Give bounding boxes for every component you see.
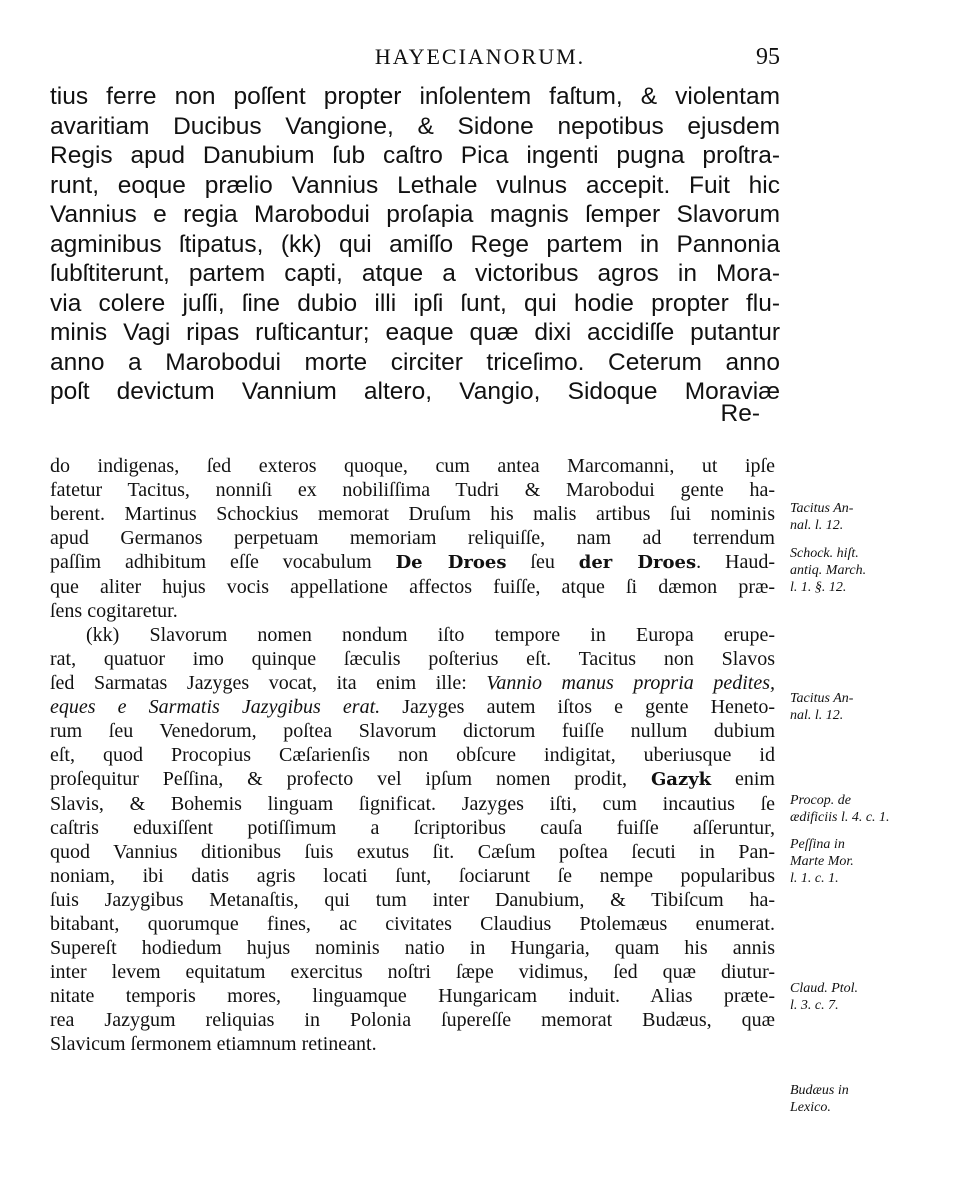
margin-note-line: Lexico.: [790, 1100, 831, 1115]
main-text-line: minis Vagi ripas ruſticantur; eaque quæ dixi accidiſſe putantur: [50, 319, 780, 346]
margin-note: [790, 792, 950, 826]
margin-note-line: Tacitus An-: [790, 501, 854, 516]
margin-note-line: Claud. Ptol.: [790, 981, 859, 996]
page-number: 95: [756, 44, 780, 70]
note-text: . Haud-: [696, 551, 776, 573]
note-line: Slavis, & Bohemis linguam ſignificat. Jazyges iſti, cum incautius ſe: [50, 793, 775, 815]
margin-note: [790, 500, 950, 534]
main-text-line: tius ferre non poſſent propter inſolentem faſtum, & violentam: [50, 83, 780, 110]
note-line: fatetur Tacitus, nonniſi ex nobiliſſima Tudri & Marobodui gente ha-: [50, 479, 775, 501]
note-text: paſſim adhibitum eſſe vocabulum: [50, 551, 372, 573]
note-line: berent. Martinus Schockius memorat Druſum his malis artibus ſui nominis: [50, 503, 775, 525]
page-header: [0, 44, 960, 76]
note-line: ſens cogitaretur.: [50, 600, 178, 622]
main-text-line: poſt devictum Vannium altero, Vangio, Sidoque Moraviæ: [50, 378, 780, 405]
main-text-line: runt, eoque prælio Vannius Lethale vulnus accepit. Fuit hic: [50, 171, 780, 199]
margin-note: [790, 690, 950, 724]
main-text-block: [50, 82, 780, 407]
footnotes-block: [50, 454, 775, 1056]
margin-note: [790, 1082, 950, 1116]
margin-note-line: Budæus in: [790, 1083, 849, 1098]
catchword: Re-: [720, 400, 760, 427]
note-line: [50, 671, 775, 695]
note-text: ſed Sarmatas Jazyges vocat, ita enim ille:: [50, 672, 487, 694]
running-title: HAYECIANORUM.: [374, 44, 586, 69]
margin-note-line: Procop. de: [790, 793, 851, 808]
margin-note-line: nal. l. 12.: [790, 708, 844, 723]
note-line: rum ſeu Venedorum, poſtea Slavorum dictorum fuiſſe nullum dubium: [50, 720, 775, 742]
note-line: bitabant, quorumque fines, ac civitates Claudius Ptolemæus enumerat.: [50, 913, 775, 935]
main-text-line: ſubſtiterunt, partem capti, atque a victoribus agros in Mora-: [50, 260, 780, 287]
margin-note: [790, 545, 950, 596]
note-text: Jazyges autem iſtos e gente Heneto-: [380, 696, 775, 718]
note-line: inter levem equitatum exercitus noſtri ſæpe vidimus, ſed quæ diutur-: [50, 961, 775, 983]
margin-note-line: antiq. March.: [790, 563, 867, 578]
main-text-line: anno a Marobodui morte circiter triceſimo. Ceterum anno: [50, 348, 780, 376]
italic-quote: Vannio manus propria pedites,: [486, 672, 775, 694]
margin-note: [790, 836, 950, 887]
note-line: do indigenas, ſed exteros quoque, cum antea Marcomanni, ut ipſe: [50, 455, 775, 477]
note-text: enim: [711, 768, 775, 790]
margin-note-line: l. 1. c. 1.: [790, 871, 839, 886]
main-text-line: avaritiam Ducibus Vangione, & Sidone nepotibus ejusdem: [50, 112, 780, 140]
main-text-line: via colere juſſi, ſine dubio illi ipſi ſunt, qui hodie propter flu-: [50, 289, 780, 317]
main-text-line: Vannius e regia Marobodui proſapia magnis ſemper Slavorum: [50, 201, 780, 228]
note-line: quod Vannius ditionibus ſuis exutus ſit. Cæſum poſtea ſecuti in Pan-: [50, 841, 775, 863]
note-line: Supereſt hodiedum hujus nominis natio in Hungaria, quam his annis: [50, 937, 775, 959]
note-text: ſeu: [506, 551, 579, 573]
blackletter-term: De Droes: [395, 552, 507, 573]
italic-quote: eques e Sarmatis Jazygibus erat.: [50, 696, 381, 718]
margin-note-line: Tacitus An-: [790, 691, 854, 706]
note-line: que aliter hujus vocis appellatione affectos fuiſſe, atque ſi dæmon præ-: [50, 576, 775, 598]
margin-note-line: ædificiis l. 4. c. 1.: [790, 810, 890, 825]
blackletter-term: Gazyk: [650, 769, 712, 790]
note-line: caſtris eduxiſſent potiſſimum a ſcriptoribus cauſa fuiſſe aſſeruntur,: [50, 817, 775, 839]
note-line: nitate temporis mores, linguamque Hungaricam induit. Alias præte-: [50, 985, 775, 1007]
margin-note-line: l. 1. §. 12.: [790, 580, 847, 595]
note-line: rat, quatuor imo quinque ſæculis poſterius eſt. Tacitus non Slavos: [50, 648, 775, 670]
margin-note-line: nal. l. 12.: [790, 518, 844, 533]
blackletter-term: der Droes: [578, 552, 697, 573]
note-line: rea Jazygum reliquias in Polonia ſupereſſe memorat Budæus, quæ: [50, 1009, 775, 1031]
note-line: [50, 767, 775, 792]
margin-note-line: Peſſina in: [790, 837, 845, 852]
note-line: [50, 695, 775, 719]
note-line: ſuis Jazygibus Metanaſtis, qui tum inter Danubium, & Tibiſcum ha-: [50, 889, 775, 911]
note-line: eſt, quod Procopius Cæſarienſis non obſcure indigitat, uberiusque id: [50, 744, 775, 766]
note-line: noniam, ibi datis agris locati ſunt, ſociarunt ſe nempe popularibus: [50, 865, 775, 887]
note-text: proſequitur Peſſina, & profecto vel ipſum nomen prodit,: [50, 768, 651, 790]
note-line: Slavicum ſermonem etiamnum retineant.: [50, 1033, 377, 1055]
note-line: [50, 550, 775, 575]
main-text-line: Regis apud Danubium ſub caſtro Pica ingenti pugna proſtra-: [50, 142, 780, 169]
margin-note-line: Schock. hiſt.: [790, 546, 859, 561]
note-line: (kk) Slavorum nomen nondum iſto tempore in Europa erupe-: [86, 624, 775, 646]
margin-note: [790, 980, 950, 1014]
margin-note-line: Marte Mor.: [790, 854, 854, 869]
margin-note-line: l. 3. c. 7.: [790, 998, 839, 1013]
note-line: apud Germanos perpetuam memoriam reliquiſſe, nam ad terrendum: [50, 527, 775, 549]
main-text-line: agminibus ſtipatus, (kk) qui amiſſo Rege partem in Pannonia: [50, 230, 780, 258]
